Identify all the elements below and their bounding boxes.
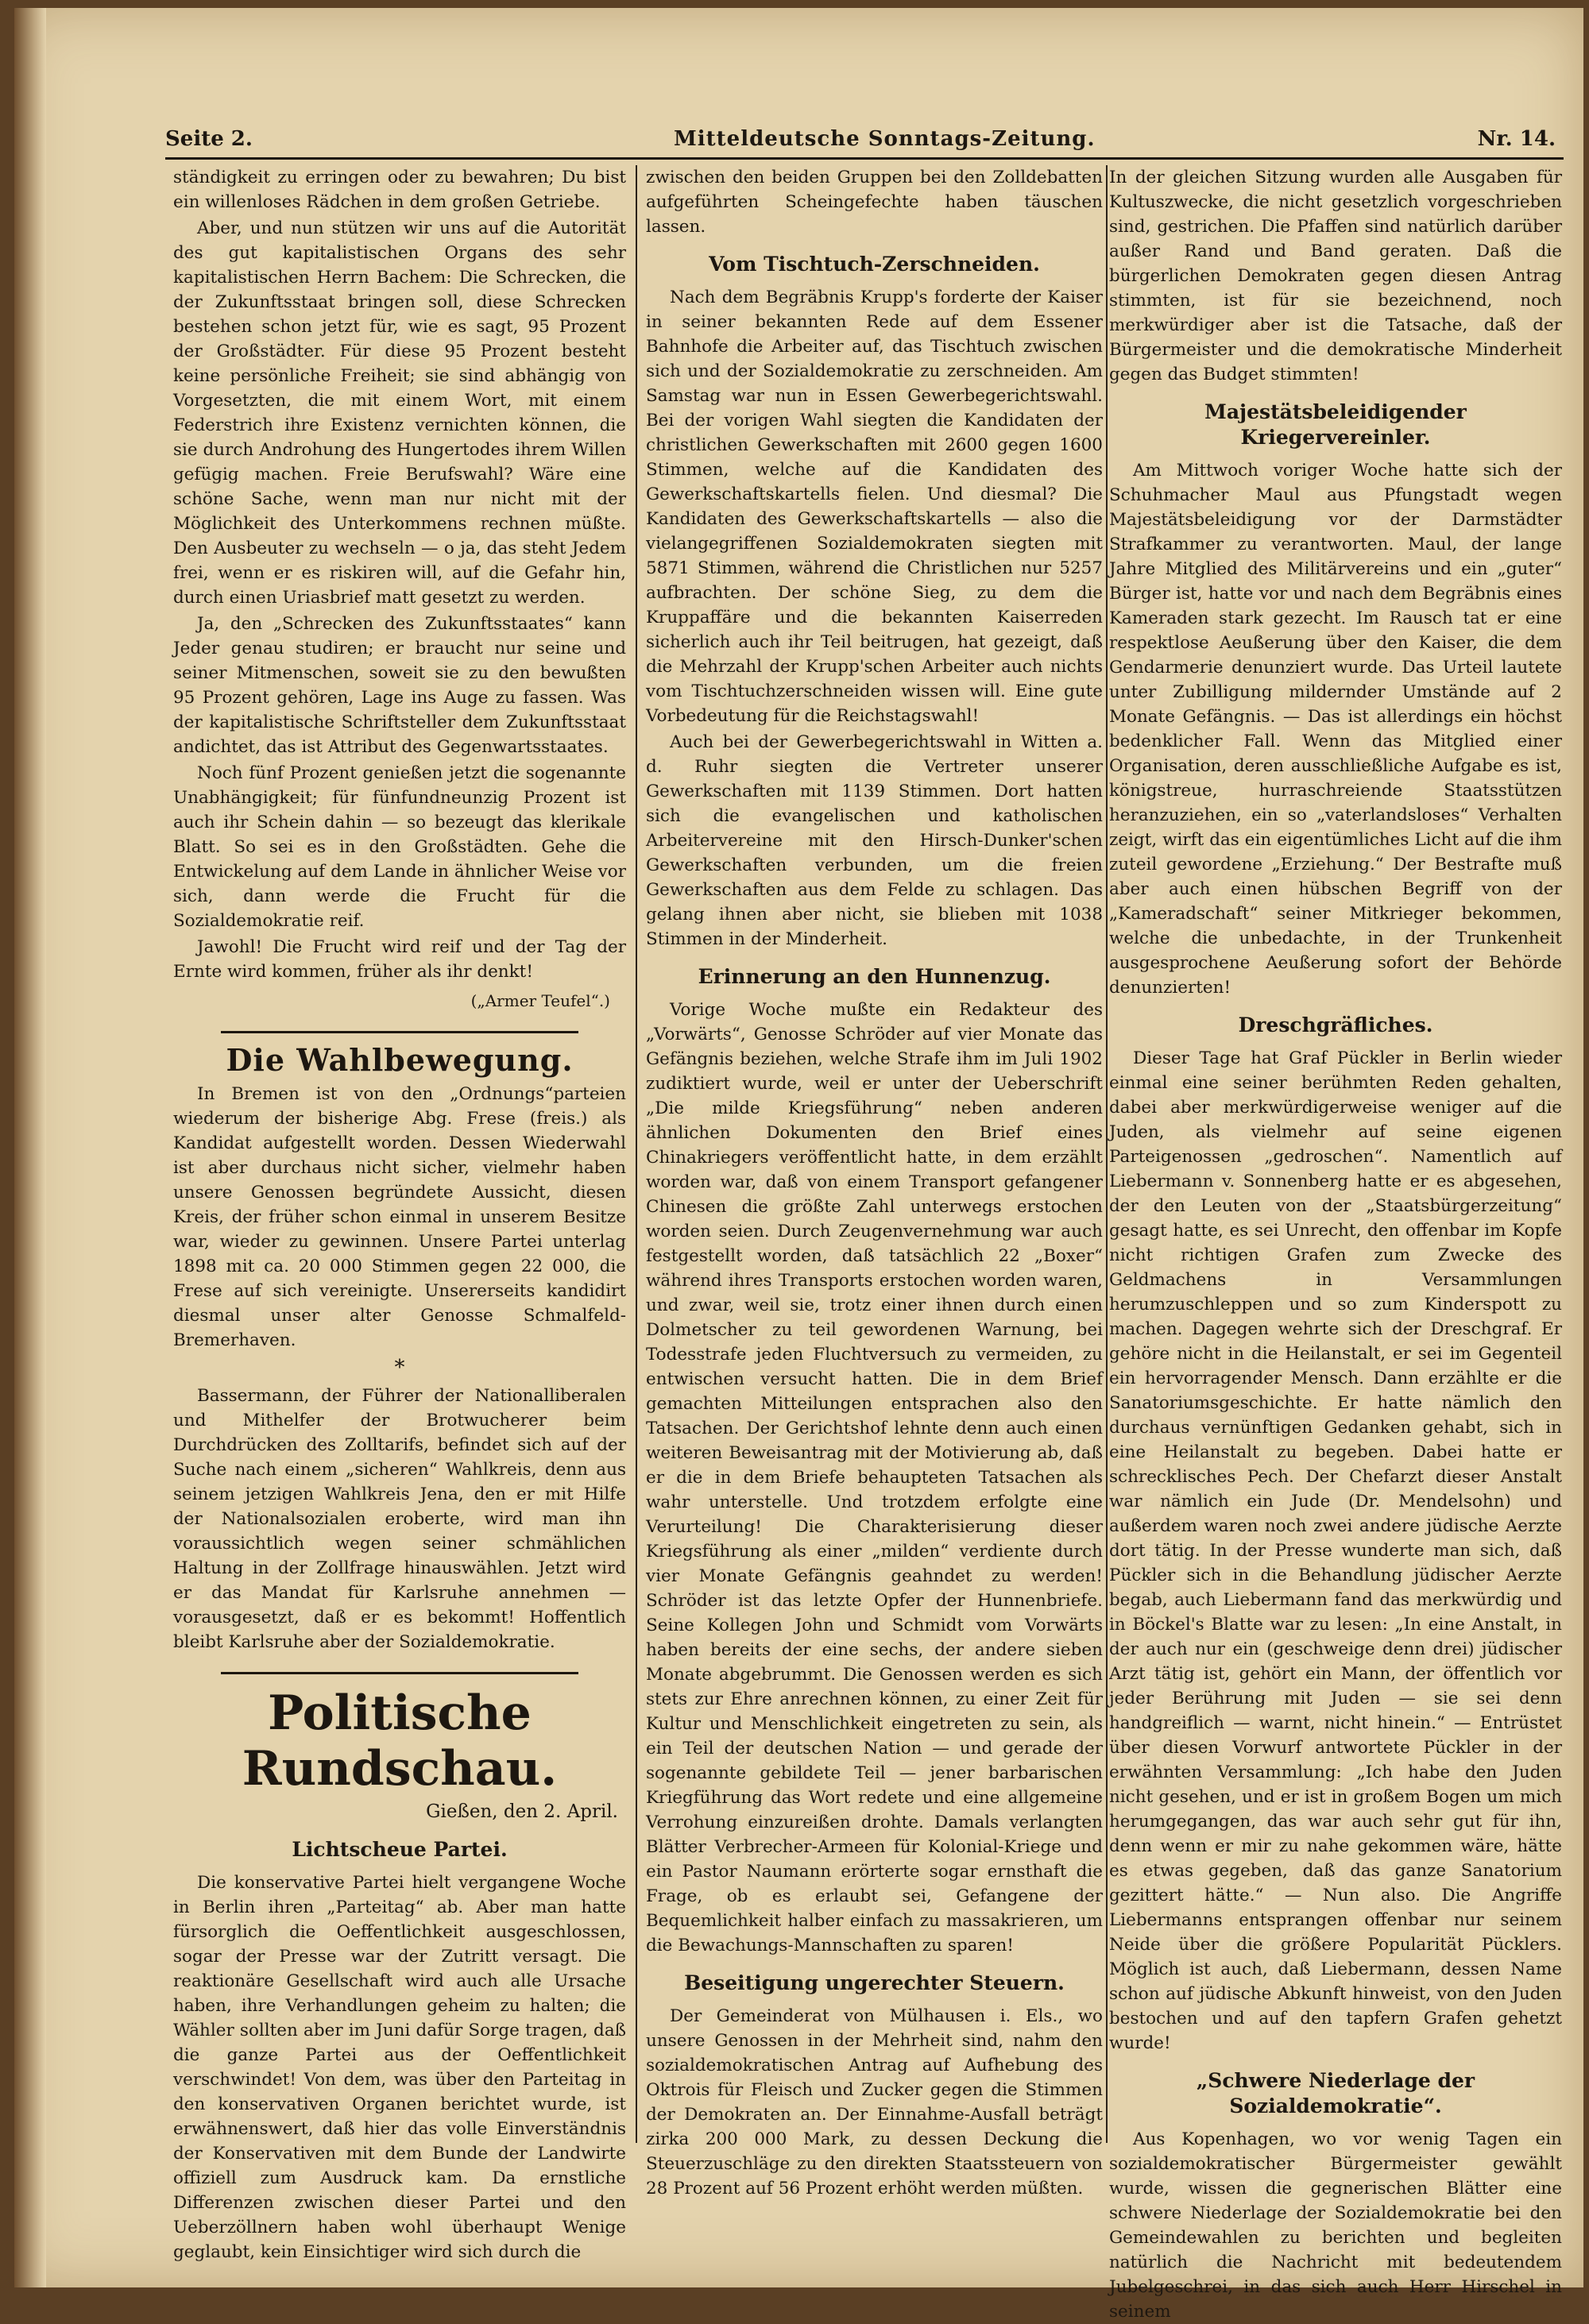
paragraph: ständigkeit zu erringen oder zu bewahren; Du bist ein willenloses Rädchen in dem großen Getriebe.: [173, 168, 626, 212]
binding-edge: [14, 8, 46, 2287]
article-title-steuern: Beseitigung ungerechter Steuern.: [684, 1971, 1065, 1994]
paragraph: Bassermann, der Führer der Nationalliberalen und Mithelfer der Brotwucherer beim Durchdrücken des Zolltarifs, befindet sich auf der Suche nach einem „sicheren“ Wahlkreis, denn aus seinem jetzigen Wahlkreis Jena, den er mit Hilfe der Nationalsozialen eroberte, wird man ihn voraussichtlich wegen seiner schmählichen Haltung in der Zollfrage hinauswählen. Jetzt wird er das Mandat für Karlsruhe annehmen — vorausgesetzt, daß er es bekommt! Hoffentlich bleibt Karlsruhe aber der Sozialdemokratie.: [173, 1386, 626, 1652]
paragraph: Jawohl! Die Frucht wird reif und der Tag der Ernte wird kommen, früher als ihr denkt!: [173, 937, 626, 982]
article-title-kriegervereinler: Majestätsbeleidigender Kriegervereinler.: [1204, 400, 1467, 449]
column-divider: [636, 165, 637, 2143]
section-title-rundschau: Politische Rundschau.: [242, 1685, 558, 1797]
column-divider: [1106, 165, 1108, 2143]
article-title-tischtuch: Vom Tischtuch-Zerschneiden.: [709, 253, 1040, 276]
header-rule: [165, 157, 1564, 160]
separator-asterisk: *: [394, 1356, 405, 1380]
paragraph: Auch bei der Gewerbegerichtswahl in Witten a. d. Ruhr siegten die Vertreter unserer Gewerkschaften mit 1139 Stimmen. Dort hatten sich die evangelischen und katholischen Arbeitervereine mit den Hirsch-Dunker'schen Gewerkschaften verbunden, um die freien Gewerkschaften aus dem Felde zu schlagen. Das gelang ihnen aber nicht, sie blieben mit 1038 Stimmen in der Minderheit.: [646, 732, 1103, 949]
paragraph: Dieser Tage hat Graf Pückler in Berlin wieder einmal eine seiner berühmten Reden gehalten, dabei aber merkwürdigerweise weniger auf die Juden, als vielmehr auf seine eigenen Parteigenossen „gedroschen“. Namentlich auf Liebermann v. Sonnenberg hatte er es abgesehen, der den Leuten von der „Staatsbürgerzeitung“ gesagt hatte, es sei Unrecht, den offenbar im Kopfe nicht richtigen Grafen zum Zwecke des Geldmachens in Versammlungen herumzuschleppen und so zum Kinderspott zu machen. Dagegen wehrte sich der Dreschgraf. Er gehöre nicht in die Heilanstalt, er sei im Gegenteil ein hervorragender Mensch. Dann erzählte er die Sanatoriumsgeschichte. Er hatte nämlich den durchaus vernünftigen Gedanken gehabt, sich in eine Heilanstalt zu begeben. Dabei hatte er schrecklisches Pech. Der Chefarzt dieser Anstalt war nämlich ein Jude (Dr. Mendelsohn) und außerdem waren noch zwei andere jüdische Aerzte dort tätig. In der Presse wunderte man sich, daß Pückler sich in die Behandlung jüdischer Aerzte begab, auch Liebermann fand das merkwürdig und in Böckel's Blatte war zu lesen: „In eine Anstalt, in der auch nur ein (geschweige denn drei) jüdischer Arzt tätig ist, gehört ein Mann, der öffentlich vor jeder Berührung mit Juden — sie sei denn handgreiflich — warnt, nicht hinein.“ — Entrüstet über diesen Vorwurf antwortete Pückler in der erwähnten Versammlung: „Ich habe den Juden nicht gesehen, und er ist in großem Bogen um mich herumgegangen, das war auch sehr gut für ihn, denn wenn er mir zu nahe gekommen wäre, hätte es etwas gegeben, daß das ganze Sanatorium gezittert hätte.“ — Nun also. Die Angriffe Liebermanns entsprangen offenbar nur seinem Neide über die größere Popularität Pücklers. Möglich ist auch, daß Liebermann, dessen Name schon auf jüdische Abkunft hinweist, von den Juden bestochen und auf den tapfern Grafen gehetzt wurde!: [1109, 1048, 1562, 2053]
paragraph: Noch fünf Prozent genießen jetzt die sogenannte Unabhängigkeit; für fünfundneunzig Prozent ist auch ihr Schein dahin — so bezeugt das klerikale Blatt. So sei es in den Großstädten. Gehe die Entwickelung auf dem Lande in ähnlicher Weise vor sich, dann werde die Frucht für die Sozialdemokratie reif.: [173, 763, 626, 931]
newspaper-page: [14, 8, 1583, 2322]
section-title-wahlbewegung: Die Wahlbewegung.: [226, 1042, 574, 1078]
article-title-hunnenzug: Erinnerung an den Hunnenzug.: [698, 965, 1051, 988]
column-2: [646, 165, 1103, 2199]
paragraph: zwischen den beiden Gruppen bei den Zolldebatten aufgeführten Scheingefechte haben täuschen lassen.: [646, 168, 1103, 237]
paragraph: Am Mittwoch voriger Woche hatte sich der Schuhmacher Maul aus Pfungstadt wegen Majestätsbeleidigung vor der Darmstädter Strafkammer zu verantworten. Maul, der lange Jahre Mitglied des Militärvereins und ein „guter“ Bürger ist, hatte vor und nach dem Begräbnis eines Kameraden stark gezecht. Im Rausch tat er eine respektlose Aeußerung über den Kaiser, die dem Gendarmerie denunziert wurde. Das Urteil lautete unter Zubilligung mildernder Umstände auf 2 Monate Gefängnis. — Das ist allerdings ein höchst bedenklicher Fall. Wenn das Mitglied einer Organisation, deren ausschließliche Aufgabe es ist, königstreue, hurraschreiende Staatsstützen heranzuziehen, ein so „vaterlandsloses“ Verhalten zeigt, wirft das ein eigentümliches Licht auf die ihm zuteil gewordene „Erziehung.“ Der Bestrafte muß aber auch einen hübschen Begriff von der „Kameradschaft“ seiner Mitkrieger bekommen, welche die unbedachte, in der Trunkenheit ausgesprochene Aeußerung sofort der Behörde denunzierten!: [1109, 461, 1562, 998]
paragraph: Aus Kopenhagen, wo vor wenig Tagen ein sozialdemokratischer Bürgermeister gewählt wurde, wissen die gegnerischen Blätter eine schwere Niederlage der Sozialdemokratie bei den Gemeindewahlen zu berichten und begleiten natürlich die Nachricht mit bedeutendem Jubelgeschrei, in das sich auch Herr Hirschel in seinem: [1109, 2129, 1562, 2322]
newspaper-name: Mitteldeutsche Sonntags-Zeitung.: [674, 127, 1096, 151]
paragraph: Vorige Woche mußte ein Redakteur des „Vorwärts“, Genosse Schröder auf vier Monate das Gefängnis beziehen, welche Strafe ihm im Juli 1902 zudiktiert wurde, weil er unter der Ueberschrift „Die milde Kriegsführung“ neben anderen ähnlichen Dokumenten den Brief eines Chinakriegers veröffentlicht hatte, in dem erzählt worden war, daß von einem Transport gefangener Chinesen die größte Zahl unterwegs erstochen worden seien. Durch Zeugenvernehmung war auch festgestellt worden, daß tatsächlich 22 „Boxer“ während ihres Transports erstochen worden waren, und zwar, weil sie, trotz einer ihnen durch einen Dolmetscher zu teil gewordenen Warnung, bei Todesstrafe jeden Fluchtversuch zu vermeiden, zu entwischen versucht hatten. Die in dem Brief gemachten Mitteilungen entsprachen also den Tatsachen. Der Gerichtshof lehnte denn auch einen weiteren Beweisantrag mit der Motivierung ab, daß er die in dem Briefe behaupteten Tatsachen als wahr unterstelle. Und trotzdem erfolgte eine Verurteilung! Die Charakterisierung dieser Kriegsführung als einer „milden“ verdiente durch vier Monate Gefängnis geahndet zu werden! Schröder ist das letzte Opfer der Hunnenbriefe. Seine Kollegen John und Schmidt vom Vorwärts haben bereits der eine sechs, der andere sieben Monate abgebrummt. Die Genossen werden es sich stets zur Ehre anrechnen können, zu einer Zeit für Kultur und Menschlichkeit eingetreten zu sein, als ein Teil der deutschen Nation — und gerade der sogenannte gebildete Teil — jener barbarischen Kriegführung das Wort redete und eine allgemeine Verrohung einzureißen drohte. Damals verlangten Blätter Verbrecher-Armeen für Kolonial-Kriege und ein Pastor Naumann erörterte sogar ernsthaft die Frage, ob es erlaubt sei, Gefangene der Bequemlichkeit halber einfach zu massakrieren, um die Bewachungs-Mannschaften zu sparen!: [646, 1000, 1103, 1955]
article-title-dreschgraefliches: Dreschgräfliches.: [1238, 1013, 1433, 1037]
paragraph: In Bremen ist von den „Ordnungs“parteien wiederum der bisherige Abg. Frese (freis.) als Kandidat aufgestellt worden. Dessen Wiederwahl ist aber durchaus nicht sicher, vielmehr haben unsere Genossen begründete Aussicht, diesen Kreis, der früher schon einmal in unserem Besitze war, wieder zu gewinnen. Unsere Partei unterlag 1898 mit ca. 20 000 Stimmen gegen 22 000, die Frese auf sich vereinigte. Unsererseits kandidirt diesmal unser alter Genosse Schmalfeld-Bremerhaven.: [173, 1084, 626, 1350]
paragraph: In der gleichen Sitzung wurden alle Ausgaben für Kultuszwecke, die nicht gesetzlich vorgeschrieben sind, gestrichen. Die Pfaffen sind natürlich darüber außer Rand und Band geraten. Daß die bürgerlichen Demokraten gegen diesen Antrag stimmten, ist für sie bezeichnend, noch merkwürdiger aber ist die Tatsache, daß der Bürgermeister und die demokratische Minderheit gegen das Budget stimmten!: [1109, 168, 1562, 384]
article-title-niederlage: „Schwere Niederlage der Sozialdemokratie“.: [1196, 2069, 1475, 2117]
column-1: [173, 165, 626, 2262]
page-number: Seite 2.: [165, 127, 253, 151]
paragraph: Nach dem Begräbnis Krupp's forderte der Kaiser in seiner bekannten Rede auf dem Essener Bahnhofe die Arbeiter auf, das Tischtuch zwischen sich und der Sozialdemokratie zu zerschneiden. Am Samstag war nun in Essen Gewerbegerichtswahl. Bei der vorigen Wahl siegten die Kandidaten der christlichen Gewerkschaften mit 2600 gegen 1600 Stimmen, welche auf die Kandidaten des Gewerkschaftskartells fielen. Und diesmal? Die Kandidaten des Gewerkschaftskartells — also die vielangegriffenen Sozialdemokraten siegten mit 5871 Stimmen, während die Christlichen nur 5257 aufbrachten. Der schöne Sieg, zu dem die Kruppaffäre und die bekannten Kaiserreden sicherlich auch ihr Teil beitrugen, hat gezeigt, daß die Mehrzahl der Krupp'schen Arbeiter auch nichts vom Tischtuchzerschneiden wissen will. Eine gute Vorbedeutung für die Reichstagswahl!: [646, 288, 1103, 726]
paragraph: Der Gemeinderat von Mülhausen i. Els., wo unsere Genossen in der Mehrheit sind, nahm den sozialdemokratischen Antrag auf Aufhebung des Oktrois für Fleisch und Zucker gegen die Stimmen der Demokraten an. Der Einnahme-Ausfall beträgt zirka 200 000 Mark, zu dessen Deckung die Steuerzuschläge zu den direkten Staatssteuern von 28 Prozent auf 56 Prozent erhöht werden müßten.: [646, 2006, 1103, 2199]
section-rule: [221, 1672, 578, 1674]
paragraph: Die konservative Partei hielt vergangene Woche in Berlin ihren „Parteitag“ ab. Aber man hatte fürsorglich die Oeffentlichkeit ausgeschlossen, sogar der Presse war der Zutritt versagt. Die reaktionäre Gesellschaft wird auch alle Ursache haben, ihre Verhandlungen geheim zu halten; die Wähler sollten aber im Juni dafür Sorge tragen, daß die ganze Partei aus der Oeffentlichkeit verschwindet! Von dem, was über den Parteitag in den konservativen Organen berichtet wurde, ist erwähnenswert, daß hier das volle Einverständnis der Konservativen mit dem Bunde der Landwirte offiziell zum Ausdruck kam. Da ernstliche Differenzen zwischen dieser Partei und den Ueberzöllnern haben wohl überhaupt Wenige geglaubt, kein Einsichtiger wird sich durch die: [173, 1873, 626, 2262]
section-rule: [221, 1031, 578, 1033]
column-3: [1109, 165, 1562, 2322]
article-title-lichtscheue-partei: Lichtscheue Partei.: [292, 1838, 508, 1861]
dateline: Gießen, den 2. April.: [426, 1801, 618, 1822]
paragraph: Aber, und nun stützen wir uns auf die Autorität des gut kapitalistischen Organs des sehr kapitalistischen Herrn Bachem: Die Schrecken, die der Zukunftsstaat bringen soll, diese Schrecken bestehen schon jetzt für, wie es sagt, 95 Prozent der Großstädter. Für diese 95 Prozent besteht keine persönliche Freiheit; sie sind abhängig von Vorgesetzten, die mit einem Wort, mit einem Federstrich ihre Existenz vernichten können, die sie durch Androhung des Hungertodes ihrem Willen gefügig machen. Freie Berufswahl? Wäre eine schöne Sache, wenn man nur nicht mit der Möglichkeit des Unterkommens rechnen müßte. Den Ausbeuter zu wechseln — o ja, das steht Jedem frei, wenn er es riskiren will, auf die Gefahr hin, durch einen Uriasbrief matt gesetzt zu werden.: [173, 218, 626, 608]
issue-number: Nr. 14.: [1477, 127, 1556, 151]
page-header: [165, 127, 1564, 159]
paragraph: Ja, den „Schrecken des Zukunftsstaates“ kann Jeder genau studiren; er braucht nur seine und seiner Mitmenschen, soweit sie zu den bewußten 95 Prozent gehören, Lage ins Auge zu fassen. Was der kapitalistische Schriftsteller dem Zukunftsstaat andichtet, das ist Attribut des Gegenwartsstaates.: [173, 614, 626, 757]
article-source: („Armer Teufel“.): [470, 991, 610, 1010]
